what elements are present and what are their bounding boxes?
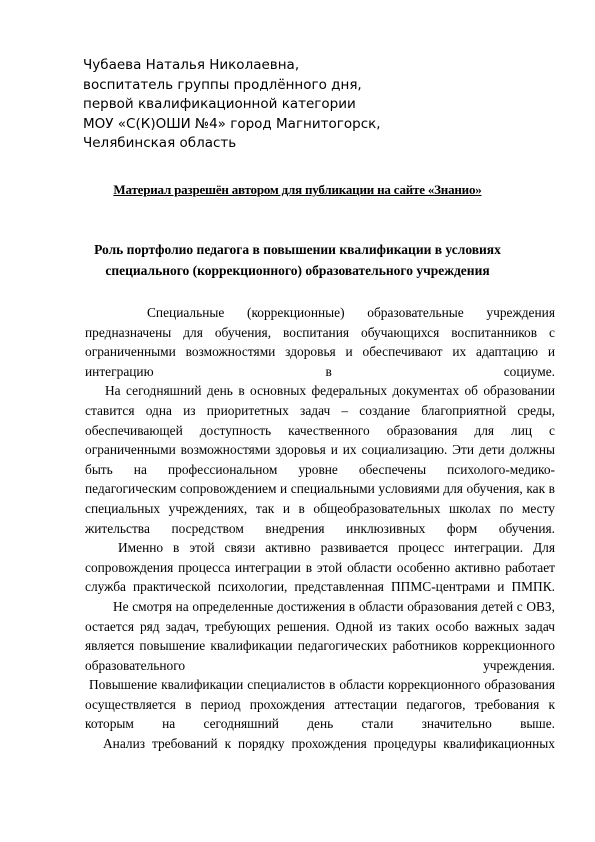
document-body <box>85 303 555 754</box>
paragraph: Специальные (коррекционные) образовательные учреждения предназначены для обучения, воспитания обучающихся воспитанников с ограниченными возможностями здоровья и обеспечивают их адаптацию и интеграцию в социуме. <box>85 305 555 379</box>
document-title <box>90 239 505 281</box>
author-school: МОУ «С(К)ОШИ №4» город Магнитогорск, <box>83 115 381 132</box>
author-category: первой квалификационной категории <box>83 96 356 112</box>
paragraph: Именно в этой связи активно развивается процесс интеграции. Для сопровождения процесса интеграции в этой области особенно активно работает служба практической психологии, представленная ППМС-центрами и ПМПК. <box>85 540 555 595</box>
paragraph: Анализ требований к порядку прохождения процедуры квалификационных <box>103 736 555 752</box>
author-block <box>83 56 543 154</box>
paragraph: Повышение квалификации специалистов в области коррекционного образования осуществляется в период прохождения аттестации педагогов, требования к которым на сегодняшний день стали значительно выше. <box>85 677 555 732</box>
permission-note: Материал разрешён автором для публикации на сайте «Знанио» <box>113 182 482 197</box>
author-region: Челябинская область <box>83 135 237 151</box>
paragraph: Не смотря на определенные достижения в области образования детей с ОВЗ, остается ряд задач, требующих решения. Одной из таких особо важных задач является повышение квалификации педагогических работников коррекционного образовательного учреждения. <box>85 598 555 673</box>
paragraph: На сегодняшний день в основных федеральных документах об образовании ставится одна из приоритетных задач – создание благоприятной среды, обеспечивающей доступность качественного образования для лиц с ограниченными возможностями здоровья и их социализацию. Эти дети должны быть на профессиональном уровне обеспечены психолого-медико-педагогическим сопровождением и специальными условиями для обучения, как в специальных учреждениях, так и в общеобразовательных школах по месту жительства посредством внедрения инклюзивных форм обучения. <box>85 383 555 536</box>
title-line-1: Роль портфолио педагога в повышении квалификации в условиях <box>94 242 501 257</box>
author-position: воспитатель группы продлённого дня, <box>83 76 362 93</box>
title-line-2: специального (коррекционного) образовательного учреждения <box>105 263 490 278</box>
author-name: Чубаева Наталья Николаевна, <box>83 57 300 73</box>
